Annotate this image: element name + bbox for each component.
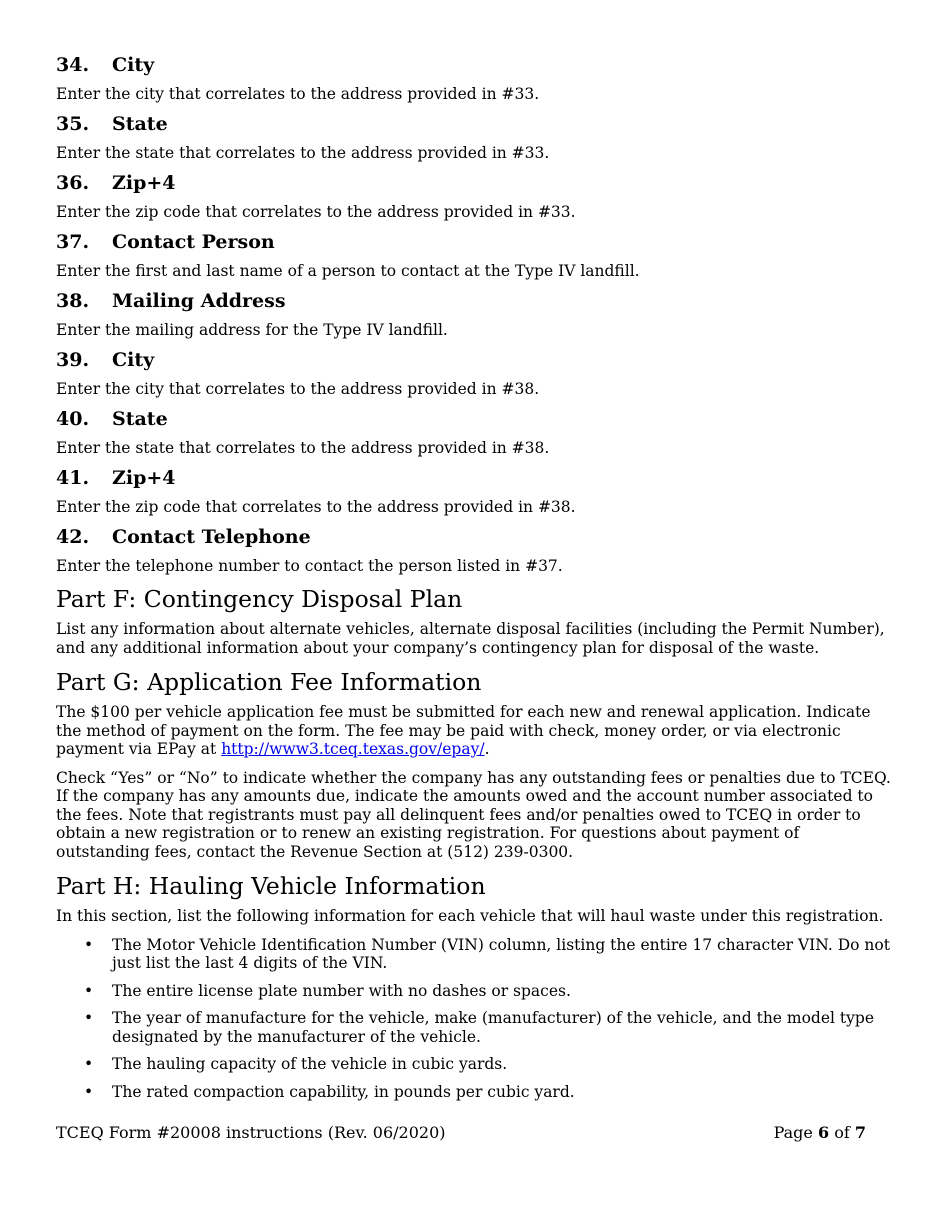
item-heading [56,465,896,491]
item-39 [56,347,896,399]
item-38 [56,288,896,340]
item-number: 38. [56,290,90,312]
part-f-section [56,584,896,657]
item-heading [56,347,896,373]
item-description: Enter the mailing address for the Type IV landfill. [56,321,448,339]
page-number: 6 [817,1123,830,1142]
item-description: Enter the zip code that correlates to the address provided in #33. [56,203,576,221]
bullet-icon: • [84,1055,94,1073]
list-item [56,1055,896,1074]
item-heading [56,229,896,255]
part-h-section [56,871,896,1101]
item-number: 39. [56,349,90,371]
page-total: 7 [854,1123,866,1142]
item-title: Contact Telephone [112,526,311,548]
item-42 [56,524,896,576]
item-number: 40. [56,408,90,430]
item-number: 42. [56,526,90,548]
page-of: of [829,1123,855,1142]
item-title: City [112,54,155,76]
item-35 [56,111,896,163]
item-heading [56,52,896,78]
bullet-icon: • [84,981,94,1000]
item-number: 36. [56,172,90,194]
item-description: Enter the zip code that correlates to the address provided in #38. [56,498,576,516]
item-number: 41. [56,467,90,489]
bullet-icon: • [84,1009,94,1027]
item-heading [56,406,896,432]
item-title: City [112,349,155,371]
item-title: Mailing Address [112,290,286,312]
part-g-section [56,667,896,861]
part-g-fee-text-end: . [484,740,490,758]
item-title: State [112,408,168,430]
item-number: 34. [56,54,90,76]
item-description: Enter the telephone number to contact the person listed in #37. [56,557,563,575]
list-item [56,936,896,973]
list-item [56,982,896,1001]
item-34 [56,52,896,104]
item-heading [56,111,896,137]
list-item-text: The hauling capacity of the vehicle in cubic yards. [112,1055,508,1073]
item-title: Zip+4 [112,467,176,489]
item-37 [56,229,896,281]
part-g-outstanding-fees-text: Check “Yes” or “No” to indicate whether the company has any outstanding fees or penalties due to TCEQ. If the company has any amounts due, indicate the amounts owed and the account number associated to the fees. Note that registrants must pay all delinquent fees and/or penalties owed to TCEQ in order to obtain a new registration or to renew an existing registration. For questions about payment of outstanding fees, contact the Revenue Section at (512) 239-0300. [56,768,891,861]
item-description: Enter the city that correlates to the address provided in #33. [56,85,540,103]
item-40 [56,406,896,458]
bullet-icon: • [84,935,94,954]
list-item-text: The rated compaction capability, in pounds per cubic yard. [112,1082,575,1101]
part-g-fee-text: The $100 per vehicle application fee must be submitted for each new and renewal application. Indicate the method of payment on the form. The fee may be paid with check, money order, or via electronic payment via EPay at [56,703,871,758]
page-footer [56,1122,866,1144]
list-item [56,1009,896,1046]
part-g-fee-paragraph [56,703,896,759]
form-identifier: TCEQ Form #20008 instructions (Rev. 06/2020) [56,1123,446,1142]
item-41 [56,465,896,517]
item-description: Enter the first and last name of a person to contact at the Type IV landfill. [56,262,640,280]
page-indicator [774,1122,866,1144]
document-page [56,52,896,1110]
vehicle-info-list [56,936,896,1102]
item-number: 35. [56,113,90,135]
list-item-text: The year of manufacture for the vehicle, make (manufacturer) of the vehicle, and the model type designated by the manufacturer of the vehicle. [112,1009,874,1046]
part-g-heading: Part G: Application Fee Information [56,668,482,696]
item-36 [56,170,896,222]
item-number: 37. [56,231,90,253]
item-description: Enter the state that correlates to the address provided in #38. [56,439,550,457]
part-f-text: List any information about alternate vehicles, alternate disposal facilities (including the Permit Number), and any additional information about your company’s contingency plan for disposal of the waste. [56,620,885,657]
item-title: Zip+4 [112,172,176,194]
item-heading [56,524,896,550]
item-title: State [112,113,168,135]
part-f-heading: Part F: Contingency Disposal Plan [56,585,463,613]
list-item-text: The Motor Vehicle Identification Number (VIN) column, listing the entire 17 character VIN. Do not just list the last 4 digits of the VIN. [112,935,890,972]
bullet-icon: • [84,1082,94,1101]
item-title: Contact Person [112,231,275,253]
item-heading [56,170,896,196]
part-h-heading: Part H: Hauling Vehicle Information [56,872,486,900]
item-description: Enter the city that correlates to the address provided in #38. [56,380,540,398]
list-item [56,1083,896,1102]
page-prefix: Page [773,1123,818,1142]
part-h-intro: In this section, list the following information for each vehicle that will haul waste under this registration. [56,907,884,925]
item-description: Enter the state that correlates to the address provided in #33. [56,144,550,162]
item-heading [56,288,896,314]
epay-link[interactable]: http://www3.tceq.texas.gov/epay/ [221,740,485,758]
list-item-text: The entire license plate number with no dashes or spaces. [112,981,571,1000]
